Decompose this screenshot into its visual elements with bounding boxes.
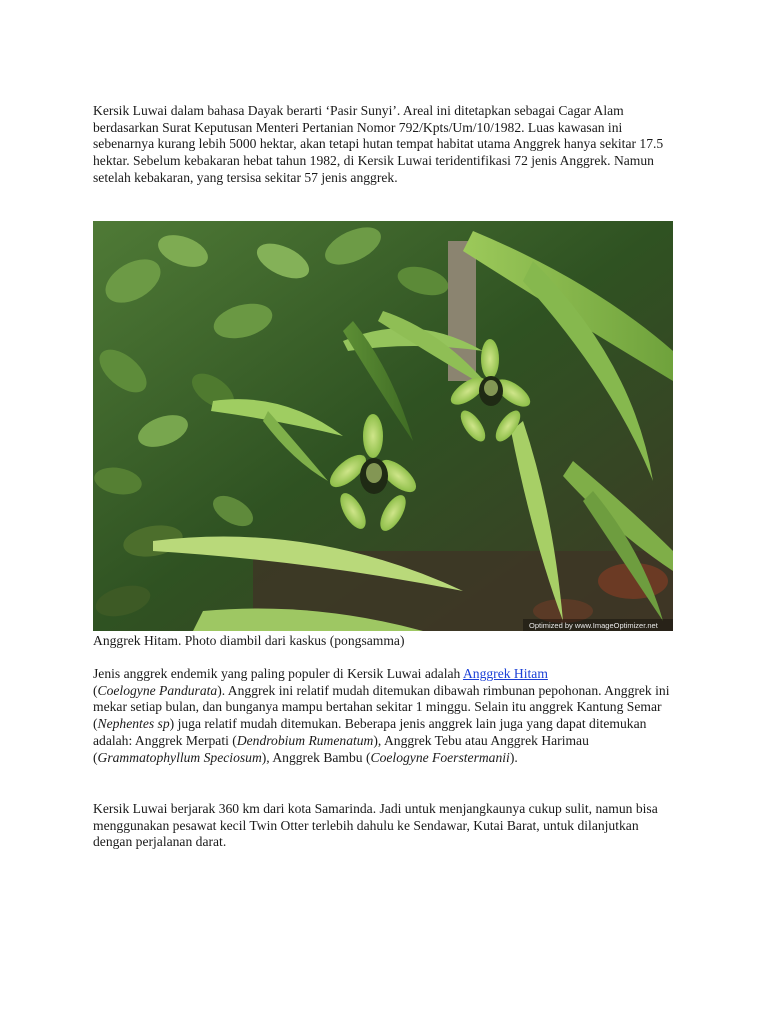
text-span: Jenis anggrek endemik yang paling populer di Kersik Luwai adalah (93, 666, 463, 681)
text-span: ), Anggrek Tebu atau Anggrek Harimau ( (93, 732, 589, 765)
text-span: ( (93, 682, 98, 698)
anggrek-hitam-link[interactable]: Anggrek Hitam (462, 666, 548, 681)
access-paragraph: Kersik Luwai berjarak 360 km dari kota Samarinda. Jadi untuk menjangkaunya cukup sulit, namun bisa menggunakan pesawat kecil Twin Otter terlebih dahulu ke Sendawar, Kutai Barat, untuk dilanjutkan dengan perjalanan darat. (93, 801, 658, 850)
text-span: ) juga relatif mudah ditemukan. Beberapa jenis anggrek lain juga yang dapat ditemukan adalah: Anggrek Merpati ( (93, 716, 647, 748)
photo-watermark: Optimized by www.ImageOptimizer.net (529, 621, 658, 630)
text-span: ). Anggrek ini relatif mudah ditemukan dibawah rimbunan pepohonan. Anggrek ini mekar setiap bulan, dan bunganya mampu bertahan sekitar 1 minggu. Selain itu anggrek Kantung Semar ( (93, 682, 670, 732)
species-name: Nephentes sp (97, 716, 170, 732)
intro-paragraph: Kersik Luwai dalam bahasa Dayak berarti ‘Pasir Sunyi’. Areal ini ditetapkan sebagai Cagar Alam berdasarkan Surat Keputusan Menteri Pertanian Nomor 792/Kpts/Um/10/1982. Luas kawasan ini sebenarnya kurang lebih 5000 hektar, akan tetapi hutan tempat habitat utama Anggrek hanya sekitar 17.5 hektar. Sebelum kebakaran hebat tahun 1982, di Kersik Luwai teridentifikasi 72 jenis Anggrek. Namun setelah kebakaran, yang tersisa sekitar 57 jenis anggrek. (93, 103, 664, 185)
text-span: ). (509, 749, 518, 765)
species-name: Grammatophyllum Speciosum (97, 749, 262, 765)
species-name: Coelogyne Foerstermanii (370, 749, 510, 765)
orchid-photo (93, 221, 673, 631)
endemic-orchids-paragraph (93, 666, 678, 766)
species-name: Dendrobium Rumenatum (236, 732, 374, 748)
photo-caption: Anggrek Hitam. Photo diambil dari kaskus (pongsamma) (93, 633, 405, 648)
text-span: ), Anggrek Bambu ( (261, 749, 371, 765)
species-name: Coelogyne Pandurata (97, 682, 218, 698)
